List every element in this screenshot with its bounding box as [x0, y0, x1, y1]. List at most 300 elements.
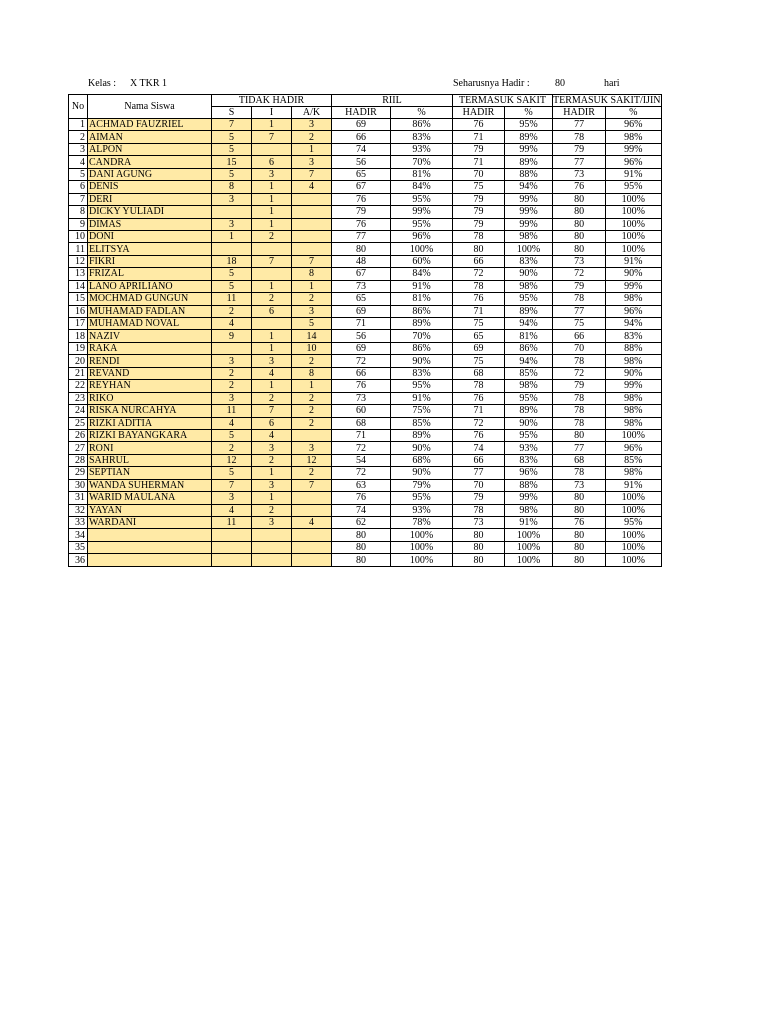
- cell-sakit-hadir: 79: [453, 492, 505, 504]
- cell-sakit-pct: 89%: [505, 305, 553, 317]
- cell-i: 1: [252, 119, 292, 131]
- cell-s: [212, 342, 252, 354]
- cell-riil-hadir: 73: [332, 280, 391, 292]
- cell-sakit-ijin-pct: 96%: [606, 305, 661, 317]
- cell-riil-pct: 70%: [391, 156, 453, 168]
- table-row: [69, 293, 662, 305]
- cell-riil-hadir: 72: [332, 467, 391, 479]
- cell-s: 18: [212, 255, 252, 267]
- cell-name: DONI: [88, 230, 212, 242]
- cell-name: RONI: [88, 442, 212, 454]
- cell-ak: [292, 206, 332, 218]
- cell-name: [88, 541, 212, 553]
- cell-no: 12: [69, 255, 88, 267]
- table-row: [69, 454, 662, 466]
- cell-riil-hadir: 76: [332, 380, 391, 392]
- cell-i: 6: [252, 156, 292, 168]
- cell-sakit-ijin-hadir: 72: [553, 268, 606, 280]
- col-termasuk-sakit: TERMASUK SAKIT: [453, 95, 553, 107]
- table-row: [69, 392, 662, 404]
- table-row: [69, 168, 662, 180]
- cell-sakit-ijin-pct: 100%: [606, 504, 661, 516]
- cell-i: 7: [252, 131, 292, 143]
- cell-s: 5: [212, 168, 252, 180]
- cell-name: MUHAMAD FADLAN: [88, 305, 212, 317]
- cell-i: 1: [252, 218, 292, 230]
- cell-sakit-pct: 98%: [505, 504, 553, 516]
- cell-riil-hadir: 80: [332, 541, 391, 553]
- cell-sakit-hadir: 66: [453, 255, 505, 267]
- cell-s: [212, 243, 252, 255]
- cell-name: RENDI: [88, 355, 212, 367]
- cell-riil-hadir: 66: [332, 131, 391, 143]
- cell-riil-pct: 90%: [391, 355, 453, 367]
- cell-sakit-hadir: 76: [453, 392, 505, 404]
- cell-sakit-ijin-hadir: 72: [553, 367, 606, 379]
- cell-i: 1: [252, 467, 292, 479]
- cell-sakit-ijin-pct: 100%: [606, 554, 661, 566]
- cell-i: 1: [252, 181, 292, 193]
- cell-no: 27: [69, 442, 88, 454]
- cell-riil-pct: 86%: [391, 342, 453, 354]
- col-sakit-ijin-hadir: HADIR: [553, 107, 606, 119]
- cell-riil-pct: 100%: [391, 529, 453, 541]
- cell-i: [252, 529, 292, 541]
- cell-name: DANI AGUNG: [88, 168, 212, 180]
- cell-s: 12: [212, 454, 252, 466]
- cell-ak: [292, 554, 332, 566]
- col-sakit-ijin-pct: %: [606, 107, 661, 119]
- cell-s: 5: [212, 131, 252, 143]
- cell-s: 5: [212, 467, 252, 479]
- hadir-label: Seharusnya Hadir :: [453, 78, 530, 89]
- cell-name: WARID MAULANA: [88, 492, 212, 504]
- cell-riil-pct: 95%: [391, 492, 453, 504]
- hadir-value: 80: [555, 78, 565, 89]
- cell-ak: 1: [292, 143, 332, 155]
- cell-name: MUHAMAD NOVAL: [88, 318, 212, 330]
- cell-name: RIKO: [88, 392, 212, 404]
- cell-i: 2: [252, 293, 292, 305]
- cell-sakit-ijin-pct: 98%: [606, 355, 661, 367]
- cell-sakit-ijin-hadir: 78: [553, 293, 606, 305]
- cell-sakit-ijin-pct: 90%: [606, 268, 661, 280]
- cell-sakit-pct: 95%: [505, 429, 553, 441]
- cell-sakit-ijin-hadir: 79: [553, 280, 606, 292]
- cell-sakit-pct: 95%: [505, 119, 553, 131]
- cell-riil-hadir: 65: [332, 168, 391, 180]
- cell-sakit-ijin-pct: 90%: [606, 367, 661, 379]
- table-row: [69, 193, 662, 205]
- cell-s: 5: [212, 429, 252, 441]
- cell-sakit-pct: 88%: [505, 479, 553, 491]
- table-row: [69, 554, 662, 566]
- cell-sakit-ijin-pct: 98%: [606, 405, 661, 417]
- cell-sakit-pct: 88%: [505, 168, 553, 180]
- cell-sakit-ijin-hadir: 76: [553, 181, 606, 193]
- col-riil-pct: %: [391, 107, 453, 119]
- table-row: [69, 280, 662, 292]
- cell-no: 17: [69, 318, 88, 330]
- cell-i: 1: [252, 206, 292, 218]
- cell-i: 2: [252, 454, 292, 466]
- cell-riil-hadir: 63: [332, 479, 391, 491]
- cell-s: 15: [212, 156, 252, 168]
- table-row: [69, 467, 662, 479]
- cell-riil-pct: 81%: [391, 168, 453, 180]
- cell-sakit-ijin-pct: 91%: [606, 479, 661, 491]
- cell-s: 4: [212, 417, 252, 429]
- cell-name: [88, 529, 212, 541]
- cell-ak: [292, 193, 332, 205]
- cell-name: RIZKI ADITIA: [88, 417, 212, 429]
- table-row: [69, 181, 662, 193]
- cell-ak: 7: [292, 255, 332, 267]
- cell-i: 7: [252, 405, 292, 417]
- kelas-label: Kelas :: [88, 78, 117, 89]
- cell-riil-pct: 89%: [391, 318, 453, 330]
- cell-sakit-pct: 89%: [505, 156, 553, 168]
- cell-name: REYHAN: [88, 380, 212, 392]
- cell-name: DIMAS: [88, 218, 212, 230]
- cell-s: [212, 541, 252, 553]
- cell-no: 18: [69, 330, 88, 342]
- cell-i: 6: [252, 305, 292, 317]
- table-row: [69, 206, 662, 218]
- cell-no: 5: [69, 168, 88, 180]
- attendance-table: [68, 94, 662, 567]
- cell-name: RIZKI BAYANGKARA: [88, 429, 212, 441]
- cell-s: [212, 206, 252, 218]
- cell-riil-pct: 79%: [391, 479, 453, 491]
- cell-sakit-hadir: 71: [453, 131, 505, 143]
- cell-riil-hadir: 73: [332, 392, 391, 404]
- cell-sakit-ijin-hadir: 80: [553, 504, 606, 516]
- cell-sakit-hadir: 79: [453, 206, 505, 218]
- cell-riil-hadir: 77: [332, 230, 391, 242]
- cell-riil-hadir: 69: [332, 342, 391, 354]
- cell-sakit-ijin-hadir: 80: [553, 492, 606, 504]
- cell-ak: 7: [292, 479, 332, 491]
- col-i: I: [252, 107, 292, 119]
- cell-sakit-hadir: 76: [453, 119, 505, 131]
- cell-sakit-hadir: 78: [453, 504, 505, 516]
- col-nama: Nama Siswa: [88, 95, 212, 119]
- cell-sakit-ijin-pct: 100%: [606, 492, 661, 504]
- cell-sakit-pct: 94%: [505, 355, 553, 367]
- cell-riil-hadir: 68: [332, 417, 391, 429]
- cell-sakit-hadir: 80: [453, 541, 505, 553]
- cell-sakit-ijin-hadir: 75: [553, 318, 606, 330]
- cell-riil-pct: 83%: [391, 367, 453, 379]
- cell-name: AIMAN: [88, 131, 212, 143]
- cell-name: CANDRA: [88, 156, 212, 168]
- col-sakit-pct: %: [505, 107, 553, 119]
- cell-sakit-pct: 83%: [505, 255, 553, 267]
- cell-sakit-ijin-hadir: 80: [553, 230, 606, 242]
- cell-sakit-hadir: 73: [453, 517, 505, 529]
- cell-no: 36: [69, 554, 88, 566]
- cell-riil-hadir: 62: [332, 517, 391, 529]
- table-row: [69, 504, 662, 516]
- cell-sakit-ijin-pct: 99%: [606, 280, 661, 292]
- cell-no: 35: [69, 541, 88, 553]
- cell-sakit-hadir: 74: [453, 442, 505, 454]
- cell-s: [212, 529, 252, 541]
- cell-s: 9: [212, 330, 252, 342]
- cell-i: 3: [252, 355, 292, 367]
- cell-i: 2: [252, 504, 292, 516]
- cell-s: 5: [212, 143, 252, 155]
- cell-ak: [292, 492, 332, 504]
- cell-sakit-pct: 83%: [505, 454, 553, 466]
- cell-riil-hadir: 67: [332, 181, 391, 193]
- cell-sakit-hadir: 71: [453, 405, 505, 417]
- cell-sakit-hadir: 75: [453, 181, 505, 193]
- cell-ak: 8: [292, 367, 332, 379]
- cell-sakit-ijin-hadir: 77: [553, 442, 606, 454]
- cell-sakit-ijin-pct: 94%: [606, 318, 661, 330]
- table-row: [69, 230, 662, 242]
- cell-riil-hadir: 60: [332, 405, 391, 417]
- cell-ak: [292, 218, 332, 230]
- cell-s: 2: [212, 380, 252, 392]
- cell-sakit-pct: 98%: [505, 380, 553, 392]
- cell-s: 3: [212, 492, 252, 504]
- cell-sakit-pct: 98%: [505, 230, 553, 242]
- cell-no: 15: [69, 293, 88, 305]
- cell-sakit-ijin-pct: 100%: [606, 230, 661, 242]
- cell-sakit-ijin-pct: 100%: [606, 193, 661, 205]
- cell-name: DERI: [88, 193, 212, 205]
- cell-sakit-ijin-pct: 83%: [606, 330, 661, 342]
- cell-i: 4: [252, 367, 292, 379]
- cell-sakit-ijin-hadir: 79: [553, 380, 606, 392]
- cell-riil-hadir: 72: [332, 355, 391, 367]
- table-row: [69, 143, 662, 155]
- cell-sakit-ijin-hadir: 76: [553, 517, 606, 529]
- cell-sakit-ijin-hadir: 80: [553, 218, 606, 230]
- cell-i: [252, 554, 292, 566]
- cell-sakit-ijin-pct: 100%: [606, 529, 661, 541]
- cell-sakit-pct: 89%: [505, 405, 553, 417]
- table-row: [69, 429, 662, 441]
- cell-s: 7: [212, 119, 252, 131]
- cell-riil-hadir: 67: [332, 268, 391, 280]
- cell-riil-hadir: 71: [332, 318, 391, 330]
- cell-sakit-pct: 94%: [505, 181, 553, 193]
- cell-sakit-hadir: 66: [453, 454, 505, 466]
- cell-no: 22: [69, 380, 88, 392]
- cell-riil-pct: 93%: [391, 504, 453, 516]
- cell-sakit-ijin-hadir: 68: [553, 454, 606, 466]
- cell-riil-pct: 86%: [391, 305, 453, 317]
- cell-riil-pct: 89%: [391, 429, 453, 441]
- cell-i: 3: [252, 442, 292, 454]
- cell-sakit-ijin-pct: 91%: [606, 168, 661, 180]
- col-riil: RIIL: [332, 95, 453, 107]
- kelas-value: X TKR 1: [130, 78, 168, 89]
- cell-sakit-ijin-pct: 99%: [606, 380, 661, 392]
- col-tidak-hadir: TIDAK HADIR: [212, 95, 332, 107]
- table-row: [69, 218, 662, 230]
- cell-sakit-ijin-pct: 98%: [606, 392, 661, 404]
- cell-riil-hadir: 66: [332, 367, 391, 379]
- cell-s: 3: [212, 193, 252, 205]
- cell-sakit-ijin-hadir: 80: [553, 554, 606, 566]
- cell-sakit-ijin-hadir: 70: [553, 342, 606, 354]
- table-body: [69, 119, 662, 567]
- cell-sakit-pct: 85%: [505, 367, 553, 379]
- cell-s: 8: [212, 181, 252, 193]
- cell-riil-pct: 100%: [391, 554, 453, 566]
- cell-riil-hadir: 76: [332, 193, 391, 205]
- cell-s: 11: [212, 293, 252, 305]
- cell-sakit-pct: 94%: [505, 318, 553, 330]
- cell-s: 2: [212, 367, 252, 379]
- cell-sakit-ijin-hadir: 80: [553, 193, 606, 205]
- cell-riil-hadir: 69: [332, 119, 391, 131]
- cell-sakit-ijin-hadir: 73: [553, 479, 606, 491]
- cell-riil-hadir: 69: [332, 305, 391, 317]
- cell-ak: [292, 541, 332, 553]
- cell-ak: 2: [292, 405, 332, 417]
- cell-sakit-hadir: 69: [453, 342, 505, 354]
- cell-sakit-ijin-pct: 98%: [606, 131, 661, 143]
- cell-s: 7: [212, 479, 252, 491]
- cell-riil-pct: 83%: [391, 131, 453, 143]
- cell-sakit-pct: 93%: [505, 442, 553, 454]
- cell-no: 33: [69, 517, 88, 529]
- cell-i: 1: [252, 280, 292, 292]
- cell-ak: 3: [292, 156, 332, 168]
- cell-ak: [292, 529, 332, 541]
- cell-sakit-hadir: 79: [453, 143, 505, 155]
- cell-sakit-pct: 95%: [505, 293, 553, 305]
- cell-sakit-hadir: 70: [453, 168, 505, 180]
- table-row: [69, 355, 662, 367]
- cell-s: 3: [212, 355, 252, 367]
- cell-no: 10: [69, 230, 88, 242]
- cell-no: 2: [69, 131, 88, 143]
- cell-riil-pct: 90%: [391, 442, 453, 454]
- cell-sakit-ijin-hadir: 66: [553, 330, 606, 342]
- cell-i: 2: [252, 230, 292, 242]
- cell-riil-hadir: 76: [332, 218, 391, 230]
- cell-sakit-ijin-pct: 100%: [606, 541, 661, 553]
- cell-ak: 14: [292, 330, 332, 342]
- cell-sakit-ijin-pct: 99%: [606, 143, 661, 155]
- cell-name: [88, 554, 212, 566]
- table-row: [69, 268, 662, 280]
- cell-s: 2: [212, 305, 252, 317]
- cell-i: 3: [252, 479, 292, 491]
- cell-sakit-pct: 95%: [505, 392, 553, 404]
- cell-sakit-ijin-pct: 100%: [606, 206, 661, 218]
- cell-riil-hadir: 72: [332, 442, 391, 454]
- cell-s: 4: [212, 318, 252, 330]
- table-row: [69, 541, 662, 553]
- cell-ak: 2: [292, 417, 332, 429]
- table-row: [69, 367, 662, 379]
- cell-s: 5: [212, 280, 252, 292]
- cell-i: 1: [252, 193, 292, 205]
- cell-riil-hadir: 54: [332, 454, 391, 466]
- cell-i: [252, 143, 292, 155]
- cell-sakit-pct: 81%: [505, 330, 553, 342]
- cell-i: 2: [252, 392, 292, 404]
- table-row: [69, 243, 662, 255]
- cell-sakit-ijin-pct: 95%: [606, 517, 661, 529]
- cell-sakit-pct: 86%: [505, 342, 553, 354]
- cell-i: 1: [252, 380, 292, 392]
- cell-sakit-ijin-hadir: 77: [553, 119, 606, 131]
- cell-riil-pct: 84%: [391, 181, 453, 193]
- cell-ak: 2: [292, 392, 332, 404]
- cell-sakit-ijin-pct: 100%: [606, 243, 661, 255]
- cell-ak: 5: [292, 318, 332, 330]
- cell-no: 28: [69, 454, 88, 466]
- cell-riil-pct: 100%: [391, 243, 453, 255]
- cell-ak: 1: [292, 280, 332, 292]
- table-row: [69, 255, 662, 267]
- cell-sakit-hadir: 75: [453, 355, 505, 367]
- cell-sakit-ijin-pct: 91%: [606, 255, 661, 267]
- cell-riil-pct: 93%: [391, 143, 453, 155]
- cell-sakit-hadir: 76: [453, 429, 505, 441]
- cell-ak: [292, 230, 332, 242]
- cell-sakit-hadir: 80: [453, 554, 505, 566]
- cell-sakit-pct: 99%: [505, 492, 553, 504]
- cell-ak: [292, 504, 332, 516]
- cell-name: NAZIV: [88, 330, 212, 342]
- cell-riil-pct: 95%: [391, 218, 453, 230]
- cell-sakit-hadir: 71: [453, 305, 505, 317]
- cell-riil-pct: 95%: [391, 193, 453, 205]
- cell-s: 1: [212, 230, 252, 242]
- cell-riil-pct: 96%: [391, 230, 453, 242]
- cell-sakit-hadir: 68: [453, 367, 505, 379]
- cell-riil-pct: 68%: [391, 454, 453, 466]
- cell-i: 3: [252, 517, 292, 529]
- cell-i: 1: [252, 342, 292, 354]
- cell-name: ACHMAD FAUZRIEL: [88, 119, 212, 131]
- cell-ak: 12: [292, 454, 332, 466]
- col-no: No: [69, 95, 88, 119]
- cell-no: 23: [69, 392, 88, 404]
- cell-sakit-ijin-pct: 100%: [606, 429, 661, 441]
- cell-sakit-hadir: 75: [453, 318, 505, 330]
- cell-riil-pct: 95%: [391, 380, 453, 392]
- cell-ak: 2: [292, 293, 332, 305]
- cell-sakit-pct: 99%: [505, 206, 553, 218]
- cell-name: FIKRI: [88, 255, 212, 267]
- cell-sakit-ijin-pct: 88%: [606, 342, 661, 354]
- cell-sakit-hadir: 70: [453, 479, 505, 491]
- table-row: [69, 342, 662, 354]
- cell-i: 7: [252, 255, 292, 267]
- cell-sakit-hadir: 77: [453, 467, 505, 479]
- cell-sakit-ijin-pct: 85%: [606, 454, 661, 466]
- cell-no: 9: [69, 218, 88, 230]
- cell-riil-hadir: 56: [332, 330, 391, 342]
- cell-sakit-pct: 90%: [505, 268, 553, 280]
- cell-i: 4: [252, 429, 292, 441]
- cell-sakit-ijin-hadir: 80: [553, 429, 606, 441]
- cell-sakit-ijin-hadir: 79: [553, 143, 606, 155]
- cell-i: [252, 318, 292, 330]
- cell-name: REVAND: [88, 367, 212, 379]
